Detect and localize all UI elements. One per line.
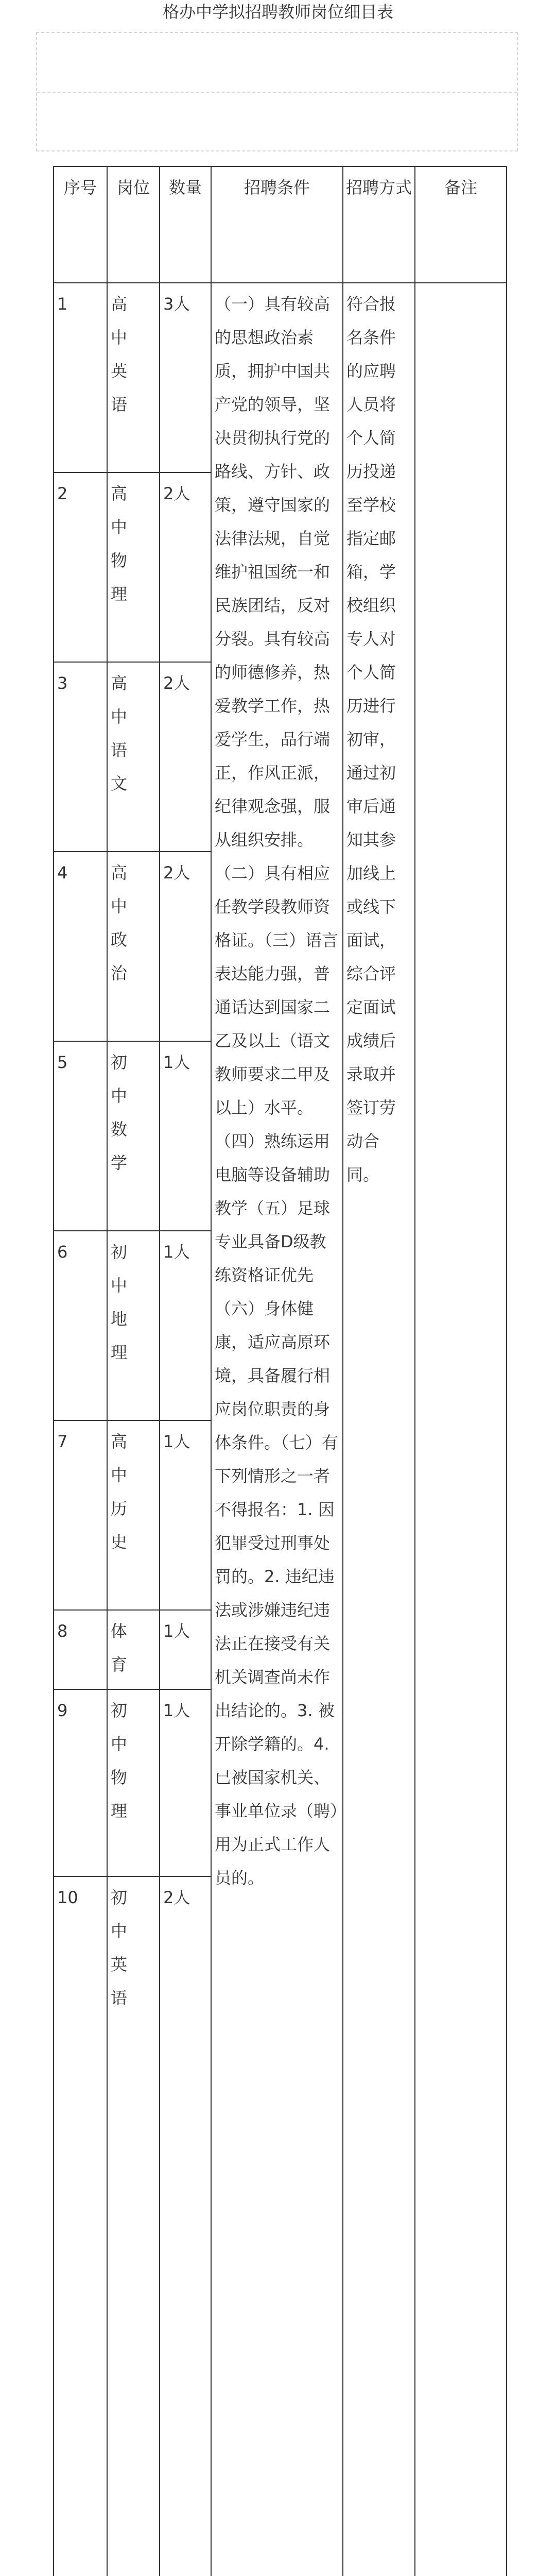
row-position (107, 1689, 160, 1876)
placeholder-box (36, 32, 518, 151)
row-no: 8 (54, 1610, 107, 1689)
row-position (107, 1420, 160, 1610)
header-method: 招聘方式 (343, 166, 415, 283)
row-position (107, 1876, 160, 2576)
row-position (107, 472, 160, 662)
row-no: 9 (54, 1689, 107, 1876)
table-header-row (54, 166, 507, 283)
positions-table (53, 166, 507, 2576)
row-position (107, 283, 160, 472)
row-position-label: 高中英语 (111, 294, 128, 414)
row-position-label: 高中物理 (111, 484, 128, 604)
header-position: 岗位 (107, 166, 160, 283)
method-cell (343, 283, 415, 2576)
row-no: 7 (54, 1420, 107, 1610)
notes-cell (415, 283, 507, 2576)
row-position-label: 初中地理 (111, 1242, 128, 1362)
row-no: 4 (54, 852, 107, 1041)
row-position-label: 高中历史 (111, 1432, 128, 1552)
row-no: 3 (54, 662, 107, 852)
row-count: 3人 (160, 283, 211, 472)
placeholder-divider (37, 92, 517, 93)
header-requirements: 招聘条件 (211, 166, 343, 283)
table-row (54, 283, 507, 472)
row-position-label: 体育 (111, 1621, 128, 1674)
row-count: 1人 (160, 1420, 211, 1610)
requirements-text: （一）具有较高的思想政治素质，拥护中国共产党的领导，坚决贯彻执行党的路线、方针、政策，遵守国家的法律法规，自觉维护祖国统一和民族团结，反对分裂。具有较高的师德修养，热爱教学工作，热爱学生，品行端正，作风正派，纪律观念强，服从组织安排。（二）具有相应任教学段教师资格证。（三）语言表达能力强，普通话达到国家二乙及以上（语文教师要求二甲及以上）水平。（四）熟练运用电脑等设备辅助教学（五）足球专业具备D级教练资格证优先（六）身体健康，适应高原环境，具备履行相应岗位职责的身体条件。（七）有下列情形之一者不得报名：1. 因犯罪受过刑事处罚的。2. 违纪违法或涉嫌违纪违法正在接受有关机关调查尚未作出结论的。3. 被开除学籍的。4. 已被国家机关、事业单位录（聘）用为正式工作人员的。 (215, 294, 339, 1888)
method-text: 符合报名条件的应聘人员将个人简历投递至学校指定邮箱，学校组织专人对个人简历进行初审，通过初审后通知其参加线上或线下面试，综合评定面试成绩后录取并签订劳动合同。 (346, 294, 396, 1184)
row-position (107, 852, 160, 1041)
row-position (107, 1610, 160, 1689)
row-count: 2人 (160, 1876, 211, 2576)
row-no: 1 (54, 283, 107, 472)
row-count: 1人 (160, 1231, 211, 1420)
page-title: 格办中学拟招聘教师岗位细目表 (162, 2, 393, 22)
row-position-label: 高中语文 (111, 673, 128, 793)
row-no: 5 (54, 1041, 107, 1231)
row-count: 1人 (160, 1041, 211, 1231)
row-position (107, 1041, 160, 1231)
row-count: 2人 (160, 852, 211, 1041)
requirements-cell (211, 283, 343, 2576)
header-no: 序号 (54, 166, 107, 283)
row-position (107, 662, 160, 852)
row-count: 2人 (160, 662, 211, 852)
row-position (107, 1231, 160, 1420)
row-no: 10 (54, 1876, 107, 2576)
row-position-label: 初中物理 (111, 1701, 128, 1821)
row-count: 1人 (160, 1610, 211, 1689)
header-count: 数量 (160, 166, 211, 283)
row-no: 6 (54, 1231, 107, 1420)
header-notes: 备注 (415, 166, 507, 283)
row-position-label: 初中英语 (111, 1888, 128, 2008)
row-position-label: 初中数学 (111, 1053, 128, 1173)
row-position-label: 高中政治 (111, 863, 128, 983)
row-count: 2人 (160, 472, 211, 662)
row-no: 2 (54, 472, 107, 662)
row-count: 1人 (160, 1689, 211, 1876)
